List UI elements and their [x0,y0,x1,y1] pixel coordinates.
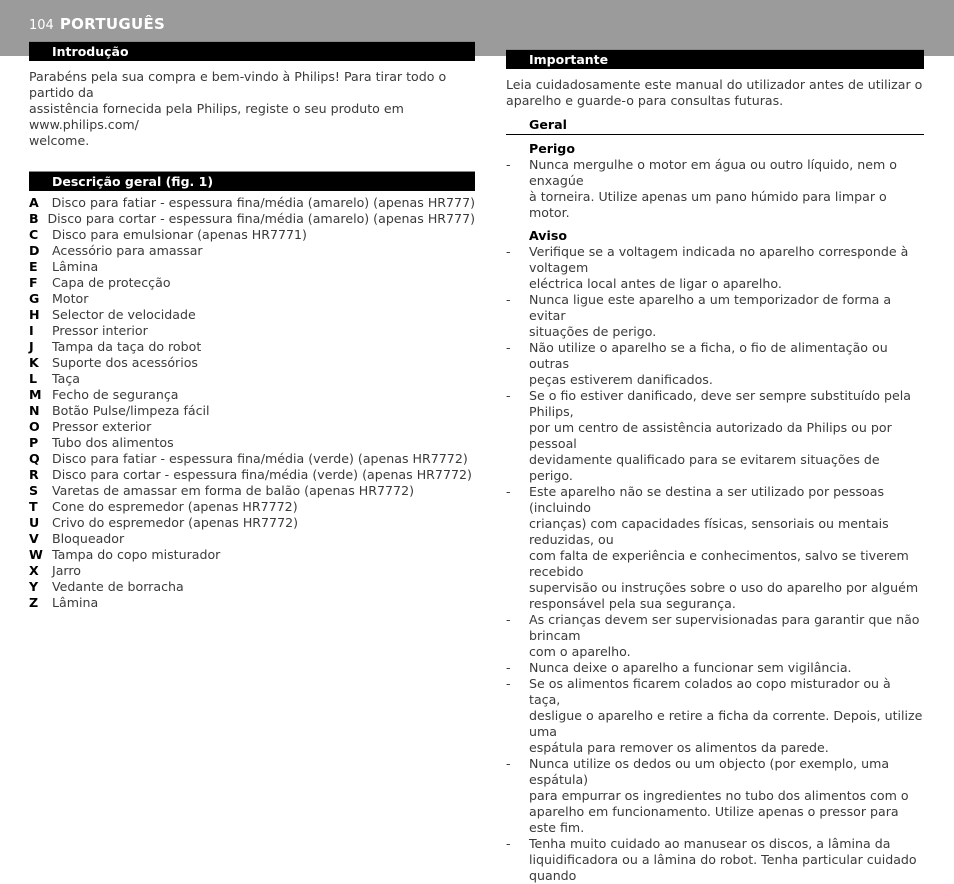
item-text: Taça [52,371,80,386]
bullet-item [506,676,924,756]
bullet-line: aparelho em funcionamento. Utilize apenas o pressor para este fim. [529,804,899,835]
item-text: Disco para emulsionar (apenas HR7771) [52,227,307,242]
right-column [506,49,924,884]
bullet-item [506,484,924,612]
item-text: Lâmina [52,595,99,610]
list-item [29,515,475,531]
item-key: K [29,355,39,370]
list-item [29,403,475,419]
dash-marker: - [506,244,511,259]
item-text: Crivo do espremedor (apenas HR7772) [52,515,299,530]
item-text: Tubo dos alimentos [52,435,174,450]
bullet-line: Nunca mergulhe o motor em água ou outro líquido, nem o enxagúe [529,157,897,188]
list-item [29,547,475,563]
bullet-text [529,292,924,340]
bullet-item [506,836,924,884]
item-key: S [29,483,39,498]
bullet-line: Se o fio estiver danificado, deve ser sempre substituído pela Philips, [529,388,911,419]
description-heading: Descrição geral (fig. 1) [29,171,475,191]
bullet-text [529,157,924,221]
item-key: Q [29,451,40,466]
list-item [29,195,475,211]
dash-marker: - [506,612,511,627]
bullet-item [506,292,924,340]
bullet-line: peças estiverem danificados. [529,372,713,387]
left-column [29,41,475,611]
list-item [29,211,475,227]
list-item [29,563,475,579]
item-key: P [29,435,39,450]
bullet-line: liquidificadora ou a lâmina do robot. Tenha particular cuidado quando [529,852,917,883]
danger-list [506,157,924,221]
list-item [29,595,475,611]
intro-line: assistência fornecida pela Philips, registe o seu produto em www.philips.com/ [29,101,404,132]
bullet-text [529,340,924,388]
list-item [29,275,475,291]
bullet-item [506,660,924,676]
general-heading: Geral [506,117,924,135]
item-text: Bloqueador [52,531,125,546]
item-key: U [29,515,40,530]
bullet-item [506,244,924,292]
dash-marker: - [506,340,511,355]
item-text: Botão Pulse/limpeza fácil [52,403,210,418]
important-paragraph [506,77,924,109]
dash-marker: - [506,157,511,172]
bullet-line: por um centro de assistência autorizado da Philips ou por pessoal [529,420,892,451]
item-key: C [29,227,39,242]
bullet-item [506,612,924,660]
item-key: M [29,387,42,402]
bullet-item [506,756,924,836]
bullet-line: à torneira. Utilize apenas um pano húmido para limpar o motor. [529,189,887,220]
bullet-text [529,388,924,484]
item-key: T [29,499,38,514]
bullet-line: espátula para remover os alimentos da parede. [529,740,829,755]
item-text: Pressor interior [52,323,148,338]
bullet-line: As crianças devem ser supervisionadas para garantir que não brincam [529,612,920,643]
item-text: Disco para cortar - espessura fina/média (verde) (apenas HR7772) [52,467,472,482]
list-item [29,499,475,515]
item-text: Cone do espremedor (apenas HR7772) [52,499,298,514]
item-key: W [29,547,43,562]
bullet-line: Nunca ligue este aparelho a um temporizador de forma a evitar [529,292,892,323]
list-item [29,451,475,467]
bullet-line: crianças) com capacidades físicas, sensoriais ou mentais reduzidas, ou [529,516,889,547]
item-text: Varetas de amassar em forma de balão (apenas HR7772) [52,483,414,498]
item-key: F [29,275,38,290]
list-item [29,483,475,499]
intro-line: welcome. [29,133,90,148]
item-key: Z [29,595,39,610]
item-key: E [29,259,38,274]
warning-heading: Aviso [529,228,567,243]
intro-heading: Introdução [29,41,475,61]
bullet-text [529,484,924,612]
list-item [29,419,475,435]
dash-marker: - [506,676,511,691]
item-text: Fecho de segurança [52,387,179,402]
bullet-line: eléctrica local antes de ligar o aparelho. [529,276,782,291]
item-text: Tampa da taça do robot [52,339,202,354]
dash-marker: - [506,836,511,851]
list-item [29,371,475,387]
item-key: G [29,291,40,306]
item-text: Vedante de borracha [52,579,184,594]
bullet-text [529,660,924,676]
item-key: H [29,307,40,322]
dash-marker: - [506,660,511,675]
bullet-line: Se os alimentos ficarem colados ao copo misturador ou à taça, [529,676,891,707]
item-text: Capa de protecção [52,275,171,290]
parts-list [29,195,475,611]
list-item [29,307,475,323]
item-key: B [29,211,39,226]
item-text: Pressor exterior [52,419,152,434]
list-item [29,531,475,547]
important-line: Leia cuidadosamente este manual do utilizador antes de utilizar o [506,77,923,92]
item-text: Lâmina [52,259,99,274]
list-item [29,339,475,355]
item-text: Jarro [52,563,81,578]
item-key: D [29,243,40,258]
item-text: Motor [52,291,89,306]
item-text: Acessório para amassar [52,243,203,258]
bullet-line: Não utilize o aparelho se a ficha, o fio de alimentação ou outras [529,340,888,371]
bullet-line: desligue o aparelho e retire a ficha da corrente. Depois, utilize uma [529,708,923,739]
bullet-line: para empurrar os ingredientes no tubo dos alimentos com o [529,788,909,803]
list-item [29,243,475,259]
bullet-text [529,836,924,884]
bullet-line: Tenha muito cuidado ao manusear os discos, a lâmina da [529,836,891,851]
bullet-line: com o aparelho. [529,644,631,659]
item-key: J [29,339,34,354]
bullet-item [506,157,924,221]
dash-marker: - [506,756,511,771]
item-key: L [29,371,38,386]
bullet-line: devidamente qualificado para se evitarem situações de perigo. [529,452,880,483]
warning-list [506,244,924,884]
intro-paragraph [29,69,475,149]
item-key: X [29,563,39,578]
bullet-line: responsável pela sua segurança. [529,596,736,611]
item-text: Disco para cortar - espessura fina/média (amarelo) (apenas HR777) [47,211,475,226]
dash-marker: - [506,388,511,403]
dash-marker: - [506,484,511,499]
page-number: 104 [29,18,54,33]
dash-marker: - [506,292,511,307]
item-text: Disco para fatiar - espessura fina/média (amarelo) (apenas HR777) [51,195,475,210]
item-text: Selector de velocidade [52,307,196,322]
list-item [29,291,475,307]
item-text: Suporte dos acessórios [52,355,198,370]
language-title: PORTUGUÊS [59,15,166,33]
list-item [29,435,475,451]
item-text: Tampa do copo misturador [52,547,221,562]
list-item [29,259,475,275]
item-key: I [29,323,34,338]
item-text: Disco para fatiar - espessura fina/média (verde) (apenas HR7772) [52,451,468,466]
item-key: A [29,195,39,210]
bullet-line: com falta de experiência e conhecimentos, salvo se tiverem recebido [529,548,909,579]
important-heading: Importante [506,49,924,69]
bullet-line: situações de perigo. [529,324,657,339]
list-item [29,579,475,595]
bullet-text [529,612,924,660]
bullet-text [529,756,924,836]
list-item [29,323,475,339]
bullet-line: Nunca deixe o aparelho a funcionar sem vigilância. [529,660,852,675]
intro-line: Parabéns pela sua compra e bem-vindo à Philips! Para tirar todo o partido da [29,69,447,100]
bullet-text [529,676,924,756]
item-key: R [29,467,39,482]
page-header [29,15,165,37]
important-line: aparelho e guarde-o para consultas futuras. [506,93,784,108]
item-key: O [29,419,40,434]
bullet-item [506,340,924,388]
item-key: N [29,403,40,418]
bullet-line: Verifique se a voltagem indicada no aparelho corresponde à voltagem [529,244,909,275]
list-item [29,387,475,403]
item-key: V [29,531,39,546]
item-key: Y [29,579,39,594]
danger-heading: Perigo [529,141,575,156]
bullet-line: Nunca utilize os dedos ou um objecto (por exemplo, uma espátula) [529,756,890,787]
bullet-line: Este aparelho não se destina a ser utilizado por pessoas (incluindo [529,484,885,515]
list-item [29,355,475,371]
list-item [29,227,475,243]
list-item [29,467,475,483]
bullet-item [506,388,924,484]
bullet-line: supervisão ou instruções sobre o uso do aparelho por alguém [529,580,919,595]
bullet-text [529,244,924,292]
